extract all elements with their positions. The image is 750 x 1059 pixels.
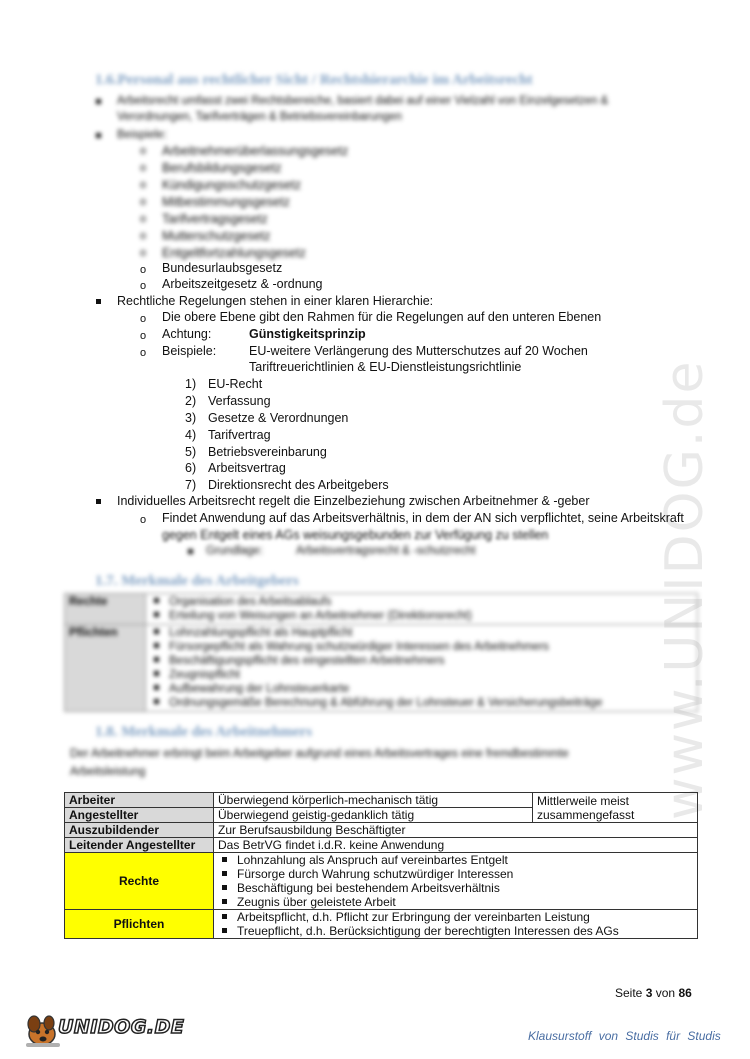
intro-bullet: Arbeitsrecht umfasst zwei Rechtsbereiche, basiert dabei auf einer Vielzahl von Einzelgesetzen & Verordnungen, Tarifverträgen & Betriebsvereinbarungen [117,95,609,123]
bullet [222,885,227,890]
individual-bullet: Individuelles Arbeitsrecht regelt die Einzelbeziehung zwischen Arbeitnehmer & -geber [117,494,590,508]
logo-text: UNIDOG.DE [58,1016,185,1038]
circle-bullet: o [140,162,147,174]
achtung-label: Achtung: [162,327,212,341]
employee-right: Zeugnis über geleistete Arbeit [237,895,396,909]
arbeiter-label: Arbeiter [65,793,214,808]
bullet [96,499,101,504]
level-number: 5) [185,445,197,459]
level-number: 2) [185,394,197,408]
employee-rechte-cell [214,853,698,910]
angestellter-value: Überwiegend geistig-gedanklich tätig [214,808,533,823]
law-item: Tarifvertragsgesetz [162,212,268,226]
section-1-7-heading: 1.7. Merkmale des Arbeitgebers [95,573,299,589]
circle-bullet: o [140,313,147,325]
hierarchy-bullet: Rechtliche Regelungen stehen in einer klaren Hierarchie: [117,294,434,308]
section-1-6-heading: 1.6.Personal aus rechtlicher Sicht / Rechtshierarchie im Arbeitsrecht [95,72,533,88]
employer-duty: Ordnungsgemäße Berechnung & Abführung der Lohnsteuer & Versicherungsbeiträge [169,697,603,709]
employer-pflichten-cell [146,625,698,712]
employer-duty: Beschäftigungspflicht des eingestellten Arbeitnehmers [169,655,445,667]
bullet [96,133,101,138]
law-item: Mitbestimmungsgesetz [162,195,290,209]
circle-bullet: o [140,196,147,208]
individual-sub1: Findet Anwendung auf das Arbeitsverhältnis, in dem der AN sich verpflichtet, seine Arbeitskraft [162,511,684,525]
page-prefix: Seite [615,986,643,1000]
employee-right: Lohnzahlung als Anspruch auf vereinbartes Entgelt [237,853,508,867]
arbeiter-value: Überwiegend körperlich-mechanisch tätig [214,793,533,808]
employee-pflichten-cell [214,910,698,939]
section-1-8-heading: 1.8. Merkmale des Arbeitnehmers [95,724,313,740]
level-number: 6) [185,461,197,475]
level-text: EU-Recht [208,377,263,391]
law-item: Arbeitnehmerüberlassungsgesetz [162,144,349,158]
employee-rechte-label: Rechte [65,853,214,910]
level-text: Tarifvertrag [208,428,271,442]
law-item: Berufsbildungsgesetz [162,161,282,175]
law-item: Kündigungsschutzgesetz [162,178,301,192]
grundlage-label: Grundlage: [206,545,263,557]
leitender-value: Das BetrVG findet i.d.R. keine Anwendung [214,838,698,853]
employee-right: Fürsorge durch Wahrung schutzwürdiger Interessen [237,867,514,881]
merged-note: Mittlerweile meist zusammengefasst [533,793,698,823]
bullet [222,928,227,933]
azubi-label: Auszubildender [65,823,214,838]
circle-bullet: o [140,330,147,342]
employer-right: Erteilung von Weisungen an Arbeitnehmer (Direktionsrecht) [169,610,472,622]
level-text: Direktionsrecht des Arbeitgebers [208,478,389,492]
employee-table [64,792,698,939]
employer-rechte-label: Rechte [65,594,146,625]
page-number [615,986,692,1000]
level-text: Verfassung [208,394,271,408]
law-item: Mutterschutzgesetz [162,229,271,243]
bullet [222,899,227,904]
page-mid: von [655,986,676,1000]
bullet [222,857,227,862]
circle-bullet: o [140,247,147,259]
level-text: Gesetze & Verordnungen [208,411,349,425]
level-number: 4) [185,428,197,442]
grundlage-value: Arbeitsvertragsrecht & -schutzrecht [296,545,476,557]
azubi-value: Zur Berufsausbildung Beschäftigter [214,823,698,838]
beispiele2-label: Beispiele: [162,344,217,358]
law-item: Entgeltfortzahlungsgesetz [162,246,306,260]
section-1-8-intro: Der Arbeitnehmer erbringt beim Arbeitgeber aufgrund eines Arbeitsvertrages eine fremdbestimmte [70,748,569,760]
page-current: 3 [645,986,653,1000]
level-text: Arbeitsvertrag [208,461,286,475]
employer-table [64,593,698,712]
circle-bullet: o [140,347,147,359]
employer-duty: Lohnzahlungspflicht als Hauptpflicht [169,627,353,639]
circle-bullet: o [140,179,147,191]
employer-duty: Aufbewahrung der Lohnsteuerkarte [169,683,350,695]
level-text: Betriebsvereinbarung [208,445,327,459]
bullet [96,299,101,304]
bullet [188,549,193,554]
level-number: 7) [185,478,197,492]
angestellter-label: Angestellter [65,808,214,823]
employer-pflichten-label: Pflichten [65,625,146,712]
bullet [222,914,227,919]
beispiele-label: Beispiele: [117,129,167,141]
leitender-label: Leitender Angestellter [65,838,214,853]
employee-duty: Arbeitspflicht, d.h. Pflicht zur Erbringung der vereinbarten Leistung [237,910,590,924]
bullet [96,99,101,104]
section-1-8-intro-cont: Arbeitsleistung [70,766,146,778]
page-total: 86 [678,986,692,1000]
employee-right: Beschäftigung bei bestehendem Arbeitsverhältnis [237,881,500,895]
achtung-value: Günstigkeitsprinzip [249,327,366,341]
hierarchy-sub1: Die obere Ebene gibt den Rahmen für die Regelungen auf den unteren Ebenen [162,310,602,324]
employee-duty: Treuepflicht, d.h. Berücksichtigung der berechtigten Interessen des AGs [237,924,619,938]
beispiele2-line2: Tariftreuerichtlinien & EU-Dienstleistungsrichtlinie [249,360,522,374]
circle-bullet: o [140,280,147,292]
individual-sub1-cont: gegen Entgelt eines AGs weisungsgebunden zur Verfügung zu stellen [162,528,549,542]
employer-duty: Zeugnispflicht [169,669,240,681]
circle-bullet: o [140,213,147,225]
beispiele2-line1: EU-weitere Verlängerung des Mutterschutzes auf 20 Wochen [249,344,588,358]
level-number: 3) [185,411,197,425]
law-item: Bundesurlaubsgesetz [162,261,283,275]
employer-rechte-cell [146,594,698,625]
law-item: Arbeitszeitgesetz & -ordnung [162,277,323,291]
circle-bullet: o [140,264,147,276]
circle-bullet: o [140,230,147,242]
footer-tagline: Klausurstoff von Studis für Studis [528,1029,721,1043]
circle-bullet: o [140,145,147,157]
employer-right: Organisation des Arbeitsablaufs [169,596,332,608]
circle-bullet: o [140,514,147,526]
bullet [222,871,227,876]
employer-duty: Fürsorgepflicht als Wahrung schutzwürdiger Interessen des Arbeitnehmers [169,641,549,653]
level-number: 1) [185,377,197,391]
employee-pflichten-label: Pflichten [65,910,214,939]
watermark: www.UNIDOG.de [655,359,715,820]
